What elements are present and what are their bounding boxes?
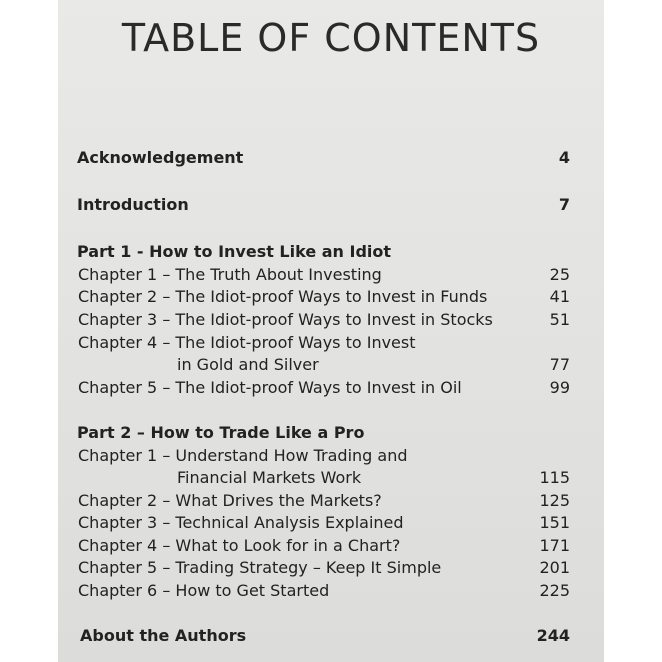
entry-label-continuation: in Gold and Silver — [177, 355, 319, 374]
entry-page: 225 — [539, 581, 570, 600]
entry-label-continuation: Financial Markets Work — [177, 468, 362, 487]
entry-page: 25 — [549, 265, 570, 284]
entry-label: Acknowledgement — [77, 148, 244, 167]
entry-page: 244 — [536, 626, 570, 645]
toc-entry-about-the-authors — [58, 624, 604, 648]
entry-label: Chapter 2 – The Idiot-proof Ways to Invest in Funds — [78, 287, 488, 306]
entry-page: 4 — [558, 148, 570, 167]
entry-page: 115 — [539, 468, 570, 487]
toc-entry-part2-chapter1-cont — [58, 466, 604, 490]
book-page — [58, 0, 604, 662]
entry-page: 151 — [539, 513, 570, 532]
part-heading: Part 1 - How to Invest Like an Idiot — [77, 242, 392, 261]
toc-entry-part1-chapter3 — [58, 308, 604, 332]
entry-page: 171 — [539, 536, 570, 555]
toc-entry-part2-chapter2 — [58, 489, 604, 513]
entry-page: 41 — [549, 287, 570, 306]
part-2-heading — [58, 421, 604, 445]
entry-page: 125 — [539, 491, 570, 510]
entry-label: Chapter 5 – Trading Strategy – Keep It Simple — [78, 558, 442, 577]
toc-entry-part2-chapter4 — [58, 534, 604, 558]
toc-entry-part1-chapter4 — [58, 331, 604, 355]
toc-entry-part2-chapter1 — [58, 444, 604, 468]
toc-entry-part2-chapter3 — [58, 511, 604, 535]
toc-entry-part1-chapter1 — [58, 263, 604, 287]
part-heading: Part 2 – How to Trade Like a Pro — [77, 423, 365, 442]
entry-label: Chapter 2 – What Drives the Markets? — [78, 491, 382, 510]
entry-label: Chapter 1 – The Truth About Investing — [78, 265, 382, 284]
entry-page: 51 — [549, 310, 570, 329]
toc-entry-part1-chapter2 — [58, 285, 604, 309]
entry-label: Chapter 6 – How to Get Started — [78, 581, 330, 600]
entry-label: About the Authors — [80, 626, 247, 645]
entry-label: Chapter 5 – The Idiot-proof Ways to Invest in Oil — [78, 378, 462, 397]
toc-entry-part1-chapter4-cont — [58, 353, 604, 377]
entry-label: Chapter 4 – What to Look for in a Chart? — [78, 536, 401, 555]
toc-entry-part1-chapter5 — [58, 376, 604, 400]
toc-entry-acknowledgement — [58, 146, 604, 170]
entry-page: 201 — [539, 558, 570, 577]
entry-page: 7 — [558, 195, 570, 214]
toc-entries — [58, 0, 604, 662]
entry-label: Introduction — [77, 195, 189, 214]
entry-page: 99 — [549, 378, 570, 397]
part-1-heading — [58, 240, 604, 264]
page-title: TABLE OF CONTENTS — [121, 16, 541, 60]
entry-label: Chapter 1 – Understand How Trading and — [78, 446, 408, 465]
entry-label: Chapter 4 – The Idiot-proof Ways to Invest — [78, 333, 416, 352]
entry-label: Chapter 3 – Technical Analysis Explained — [78, 513, 404, 532]
entry-page: 77 — [549, 355, 570, 374]
entry-label: Chapter 3 – The Idiot-proof Ways to Invest in Stocks — [78, 310, 493, 329]
toc-entry-introduction — [58, 193, 604, 217]
toc-entry-part2-chapter5 — [58, 556, 604, 580]
toc-entry-part2-chapter6 — [58, 579, 604, 603]
